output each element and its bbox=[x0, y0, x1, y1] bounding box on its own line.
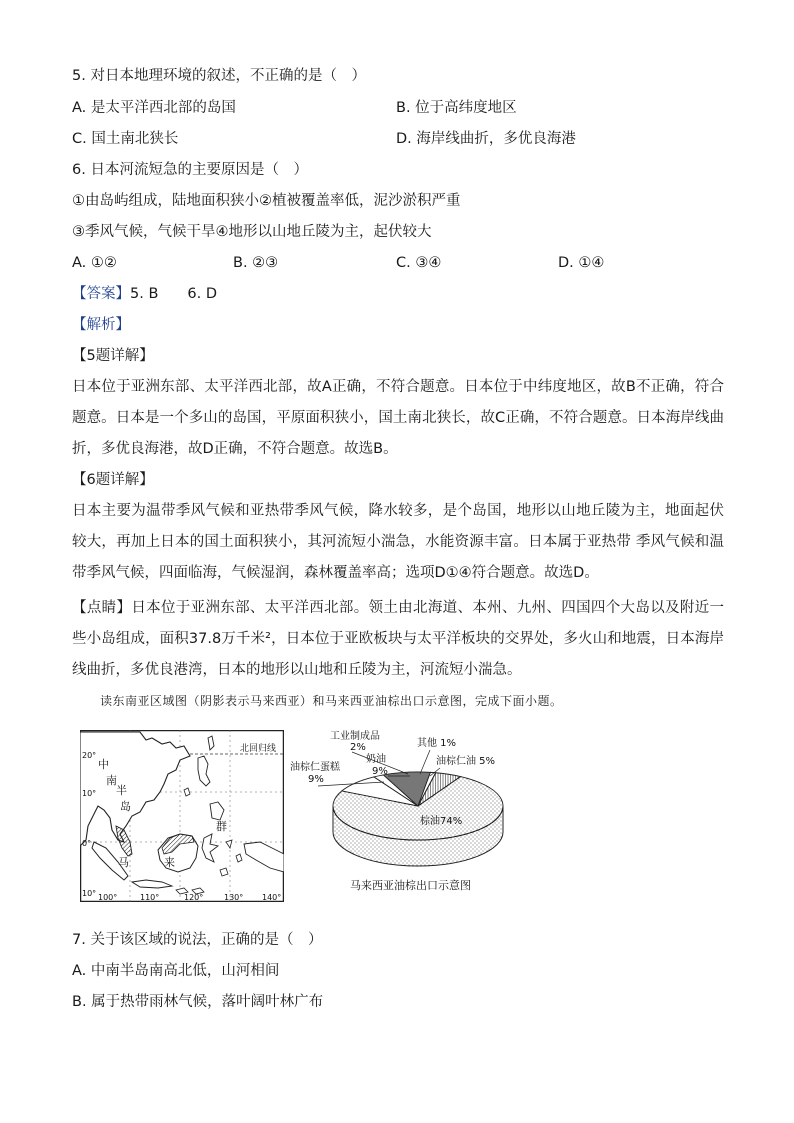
southeast-asia-map bbox=[80, 730, 284, 902]
lon-label-110: 110° bbox=[140, 893, 160, 902]
map-figure bbox=[80, 730, 284, 902]
pie-label-industrial: 工业制成品 bbox=[330, 731, 380, 742]
note-paragraph bbox=[72, 593, 724, 686]
detail6-text: 日本主要为温带季风气候和亚热带季风气候，降水较多，是个岛国，地形以山地丘陵为主，地面起伏较大，再加上日本的国土面积狭小，其河流短小湍急，水能资源丰富。日本属于亚热带 季风气候和温带季风气候，四面临海，气候湿润，森林覆盖率高；选项D①④符合题意。故选D。 bbox=[72, 503, 724, 581]
note-text: 日本位于亚洲东部、太平洋西北部。领土由北海道、本州、九州、四国四个大岛以及附近一些小岛组成，面积37.8万千米²，日本位于亚欧板块与太平洋板块的交界处，多火山和地震，日本海岸线曲折，多优良港湾，日本的地形以山地和丘陵为主，河流短小湍急。 bbox=[72, 600, 725, 678]
q6-option-d: D. ①④ bbox=[558, 255, 605, 271]
map-char-lai: 来 bbox=[164, 856, 175, 869]
q6-stem: 6. 日本河流短急的主要原因是（ ） bbox=[72, 162, 308, 178]
map-char-zhong: 中 bbox=[98, 758, 109, 771]
figure-caption: 读东南亚区域图（阴影表示马来西亚）和马来西亚油棕出口示意图，完成下面小题。 bbox=[100, 694, 563, 708]
answer-text: 5. B 6. D bbox=[130, 286, 217, 302]
q5-option-c: C. 国土南北狭长 bbox=[72, 131, 179, 147]
q5-option-b: B. 位于高纬度地区 bbox=[396, 100, 517, 116]
lat-label-10s: 10° bbox=[82, 889, 97, 898]
pie-chart-title: 马来西亚油棕出口示意图 bbox=[350, 879, 471, 892]
palm-oil-export-chart bbox=[280, 728, 530, 898]
pie-chart-svg bbox=[280, 728, 530, 898]
lon-label-100: 100° bbox=[98, 893, 118, 902]
map-char-qun: 群 bbox=[216, 820, 227, 833]
lon-label-120: 120° bbox=[184, 893, 204, 902]
q6-option-b: B. ②③ bbox=[233, 255, 279, 271]
note-label: 【点睛】 bbox=[72, 600, 132, 616]
pie-label-other: 其他 1% bbox=[417, 738, 457, 749]
analysis-label: 【解析】 bbox=[72, 317, 130, 333]
answer-label: 【答案】 bbox=[72, 286, 130, 302]
pie-value-butter: 9% bbox=[372, 766, 388, 777]
answer-line bbox=[72, 284, 217, 304]
q5-option-a: A. 是太平洋西北部的岛国 bbox=[72, 100, 236, 116]
pie-label-butter: 奶油 bbox=[366, 754, 386, 765]
pie-value-industrial: 2% bbox=[350, 742, 366, 753]
lon-label-140: 140° bbox=[262, 893, 282, 902]
pie-label-cake: 油棕仁蛋糕 bbox=[290, 762, 340, 773]
pie-label-palm-oil: 棕油74% bbox=[420, 816, 463, 827]
pie-slices bbox=[333, 772, 503, 840]
q6-option-a: A. ①② bbox=[72, 255, 117, 271]
detail6-label: 【6题详解】 bbox=[72, 472, 154, 488]
q7-stem: 7. 关于该区域的说法，正确的是（ ） bbox=[72, 932, 323, 948]
q7-option-a: A. 中南半岛南高北低，山河相间 bbox=[72, 963, 280, 979]
map-char-ma: 马 bbox=[118, 856, 129, 869]
q6-statements-2: ③季风气候，气候干旱④地形以山地丘陵为主，起伏较大 bbox=[72, 224, 432, 240]
lon-label-130: 130° bbox=[224, 893, 244, 902]
lat-label-10n: 10° bbox=[82, 789, 97, 798]
detail5-text: 日本位于亚洲东部、太平洋西北部，故A正确，不符合题意。日本位于中纬度地区，故B不正确，符合题意。日本是一个多山的岛国，平原面积狭小，国土南北狭长，故C正确，不符合题意。日本海岸线曲折，多优良海港，故D正确，不符合题意。故选B。 bbox=[72, 379, 724, 457]
q6-option-c: C. ③④ bbox=[396, 255, 442, 271]
map-char-dao: 岛 bbox=[120, 800, 131, 813]
pie-value-cake: 9% bbox=[308, 774, 324, 785]
q6-statements-1: ①由岛屿组成，陆地面积狭小②植被覆盖率低，泥沙淤积严重 bbox=[72, 193, 461, 209]
lat-label-0: 0° bbox=[82, 839, 92, 848]
q5-option-d: D. 海岸线曲折，多优良海港 bbox=[396, 131, 576, 147]
detail5-label: 【5题详解】 bbox=[72, 348, 154, 364]
tropic-label: 北回归线 bbox=[240, 744, 277, 754]
map-char-nan: 南 bbox=[106, 774, 117, 787]
lat-label-20n: 20° bbox=[82, 751, 97, 760]
map-char-ban: 半 bbox=[116, 784, 127, 797]
pie-label-kernel-oil: 油棕仁油 5% bbox=[436, 756, 496, 767]
pie-leader-line-1 bbox=[420, 750, 430, 774]
q7-option-b: B. 属于热带雨林气候，落叶阔叶林广布 bbox=[72, 994, 324, 1010]
q5-stem: 5. 对日本地理环境的叙述，不正确的是（ ） bbox=[72, 68, 366, 84]
